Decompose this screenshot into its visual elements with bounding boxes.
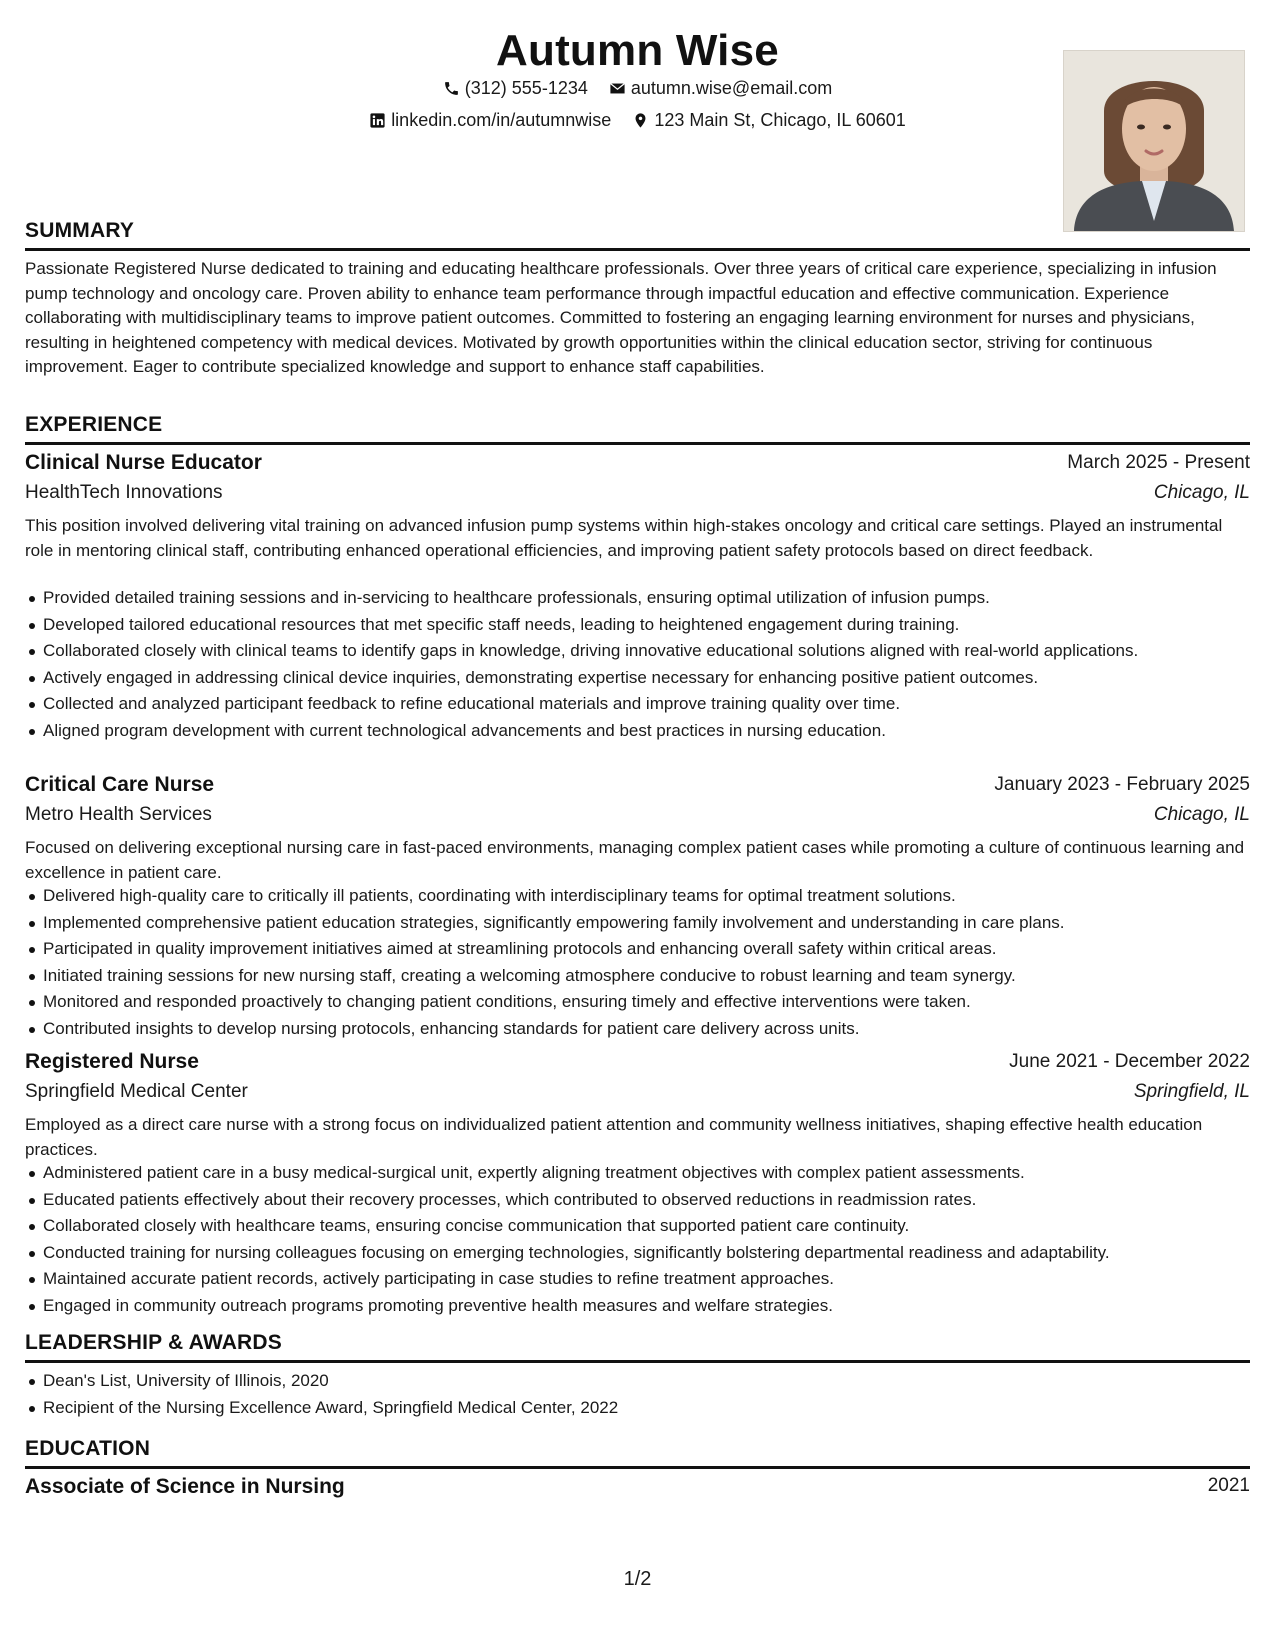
list-item: Provided detailed training sessions and in-servicing to healthcare professionals, ensuring optimal utilization of infusion pumps. xyxy=(43,586,1268,611)
job-bullets xyxy=(25,1161,1268,1320)
linkedin-contact[interactable] xyxy=(369,110,611,131)
summary-heading: SUMMARY xyxy=(25,219,1250,251)
envelope-icon xyxy=(609,80,626,97)
list-item: Engaged in community outreach programs promoting preventive health measures and welfare strategies. xyxy=(43,1294,1268,1319)
list-item: Monitored and responded proactively to changing patient conditions, ensuring timely and effective interventions were taken. xyxy=(43,990,1268,1015)
profile-photo xyxy=(1063,50,1245,232)
linkedin-text: linkedin.com/in/autumnwise xyxy=(391,110,612,130)
list-item: Participated in quality improvement initiatives aimed at streamlining protocols and enhancing overall safety within critical areas. xyxy=(43,937,1268,962)
job-dates: March 2025 - Present xyxy=(1067,452,1250,473)
education-heading: EDUCATION xyxy=(25,1437,1250,1469)
resume-page xyxy=(25,0,1250,1650)
experience-heading: EXPERIENCE xyxy=(25,413,1250,445)
portrait-image xyxy=(1064,51,1244,231)
job-dates: January 2023 - February 2025 xyxy=(994,774,1250,795)
job-title: Registered Nurse xyxy=(25,1050,199,1073)
candidate-name: Autumn Wise xyxy=(496,26,779,75)
list-item: Implemented comprehensive patient education strategies, significantly empowering family involvement and understanding in care plans. xyxy=(43,911,1268,936)
job-location: Chicago, IL xyxy=(1153,482,1250,503)
list-item: Administered patient care in a busy medical-surgical unit, expertly aligning treatment objectives with complex patient assessments. xyxy=(43,1161,1268,1186)
page-number: 1/2 xyxy=(623,1568,652,1590)
degree-title: Associate of Science in Nursing xyxy=(25,1475,345,1498)
job-company: Springfield Medical Center xyxy=(25,1081,248,1102)
job-description: This position involved delivering vital training on advanced infusion pump systems within high-stakes oncology and critical care settings. Played an instrumental role in mentoring clinical staff, contributing enhanced operational efficiencies, and improving patient safety protocols based on direct feedback. xyxy=(25,516,1223,560)
linkedin-icon xyxy=(369,112,386,129)
job-title: Clinical Nurse Educator xyxy=(25,451,262,474)
list-item: Aligned program development with current technological advancements and best practices in nursing education. xyxy=(43,719,1268,744)
job-company: Metro Health Services xyxy=(25,804,212,825)
job-dates: June 2021 - December 2022 xyxy=(1009,1051,1250,1072)
phone-contact xyxy=(443,78,588,99)
phone-text: (312) 555-1234 xyxy=(464,78,588,98)
list-item: Delivered high-quality care to critically ill patients, coordinating with interdisciplinary teams for optimal treatment solutions. xyxy=(43,884,1268,909)
list-item: Developed tailored educational resources that met specific staff needs, leading to heightened engagement during training. xyxy=(43,613,1268,638)
job-description: Focused on delivering exceptional nursing care in fast-paced environments, managing complex patient cases while promoting a culture of continuous learning and excellence in patient care. xyxy=(25,838,1245,882)
phone-icon xyxy=(443,80,460,97)
address-text: 123 Main St, Chicago, IL 60601 xyxy=(654,110,906,130)
leadership-list xyxy=(25,1369,1268,1422)
job-description: Employed as a direct care nurse with a strong focus on individualized patient attention and community wellness initiatives, shaping effective health education practices. xyxy=(25,1115,1203,1159)
email-text: autumn.wise@email.com xyxy=(630,78,833,98)
address-contact xyxy=(632,110,906,131)
list-item: Initiated training sessions for new nursing staff, creating a welcoming atmosphere conducive to robust learning and team synergy. xyxy=(43,964,1268,989)
list-item: Actively engaged in addressing clinical device inquiries, demonstrating expertise necessary for enhancing positive patient outcomes. xyxy=(43,666,1268,691)
job-location: Chicago, IL xyxy=(1153,804,1250,825)
list-item: Collected and analyzed participant feedback to refine educational materials and improve training quality over time. xyxy=(43,692,1268,717)
list-item: Collaborated closely with healthcare teams, ensuring concise communication that supported patient care continuity. xyxy=(43,1214,1268,1239)
list-item: Conducted training for nursing colleagues focusing on emerging technologies, significantly bolstering departmental readiness and adaptability. xyxy=(43,1241,1268,1266)
email-contact[interactable] xyxy=(609,78,832,99)
job-company: HealthTech Innovations xyxy=(25,482,223,503)
job-location: Springfield, IL xyxy=(1133,1081,1250,1102)
list-item: Contributed insights to develop nursing protocols, enhancing standards for patient care delivery across units. xyxy=(43,1017,1268,1042)
resume-header xyxy=(25,18,1250,218)
list-item: Recipient of the Nursing Excellence Award, Springfield Medical Center, 2022 xyxy=(43,1396,1268,1421)
job-bullets xyxy=(25,884,1268,1043)
map-pin-icon xyxy=(632,112,649,129)
list-item: Educated patients effectively about their recovery processes, which contributed to observed reductions in readmission rates. xyxy=(43,1188,1268,1213)
job-bullets xyxy=(25,586,1268,745)
summary-text: Passionate Registered Nurse dedicated to training and educating healthcare professionals. Over three years of critical care experience, specializing in infusion pump technology and oncology care. Proven ability to enhance team performance through impactful education and effective communication. Experience collaborating with multidisciplinary teams to improve patient outcomes. Committed to fostering an engaging learning environment for nurses and physicians, resulting in heightened competency with medical devices. Motivated by growth opportunities within the clinical education sector, striving for continuous improvement. Eager to contribute specialized knowledge and support to enhance staff capabilities. xyxy=(25,259,1217,376)
leadership-heading: LEADERSHIP & AWARDS xyxy=(25,1331,1250,1363)
list-item: Dean's List, University of Illinois, 2020 xyxy=(43,1369,1268,1394)
list-item: Collaborated closely with clinical teams to identify gaps in knowledge, driving innovative educational solutions aligned with real-world applications. xyxy=(43,639,1268,664)
list-item: Maintained accurate patient records, actively participating in case studies to refine treatment approaches. xyxy=(43,1267,1268,1292)
job-title: Critical Care Nurse xyxy=(25,773,215,796)
degree-year: 2021 xyxy=(1207,1475,1250,1496)
